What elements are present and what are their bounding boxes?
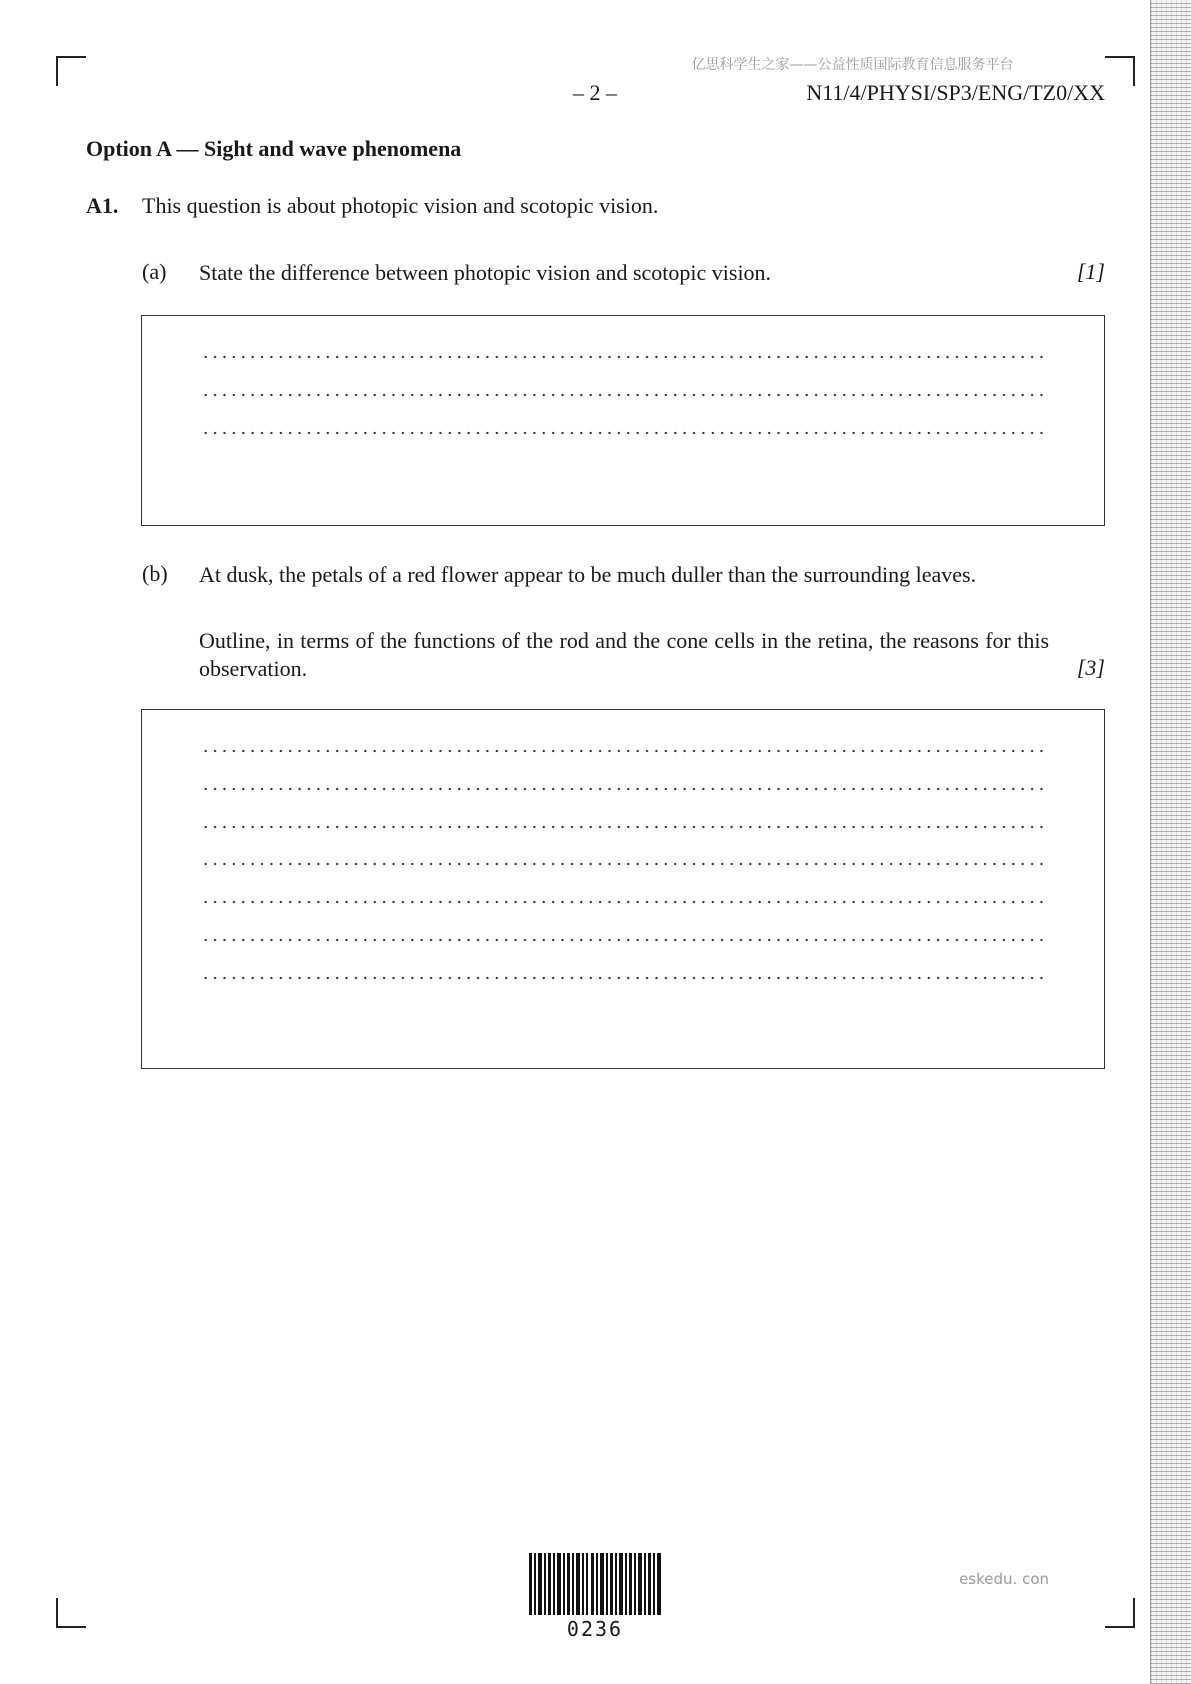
question-number: A1. <box>86 193 119 218</box>
answer-line[interactable] <box>201 900 1049 904</box>
part-b-text: At dusk, the petals of a red flower appear to be much duller than the surrounding leaves. <box>199 562 977 587</box>
answer-line[interactable] <box>201 976 1049 980</box>
part-b-instruction: Outline, in terms of the functions of the rod and the cone cells in the retina, the reasons for this observation. <box>199 628 1049 681</box>
barcode-image <box>529 1553 661 1615</box>
answer-line[interactable] <box>201 938 1049 942</box>
section-heading: Option A — Sight and wave phenomena <box>86 136 462 161</box>
answer-line[interactable] <box>201 393 1049 397</box>
part-b-marks: [3] <box>1076 655 1105 680</box>
part-a-answer-box[interactable] <box>141 315 1105 526</box>
question-intro: This question is about photopic vision and scotopic vision. <box>142 193 659 218</box>
answer-line[interactable] <box>201 749 1049 753</box>
part-b-answer-box[interactable] <box>141 709 1105 1069</box>
paper-code: N11/4/PHYSI/SP3/ENG/TZ0/XX <box>806 80 1105 105</box>
part-a-text: State the difference between photopic vision and scotopic vision. <box>199 260 772 285</box>
crop-mark-bottom-left <box>56 1598 86 1628</box>
crop-mark-top-left <box>56 56 86 86</box>
page-number: – 2 – <box>573 80 617 105</box>
answer-line[interactable] <box>201 825 1049 829</box>
perforated-margin-strip <box>1150 0 1191 1684</box>
part-a-label: (a) <box>142 259 167 284</box>
crop-mark-top-right <box>1105 56 1135 86</box>
barcode-number: 0236 <box>566 1617 624 1641</box>
header-watermark: 亿思科学生之家——公益性质国际教育信息服务平台 <box>691 57 1014 73</box>
answer-line[interactable] <box>201 355 1049 359</box>
crop-mark-bottom-right <box>1105 1598 1135 1628</box>
answer-line[interactable] <box>201 862 1049 866</box>
part-a-marks: [1] <box>1076 259 1105 284</box>
part-b-label: (b) <box>142 561 168 586</box>
footer-watermark: eskedu. con <box>959 1570 1049 1588</box>
answer-line[interactable] <box>201 431 1049 435</box>
answer-line[interactable] <box>201 787 1049 791</box>
